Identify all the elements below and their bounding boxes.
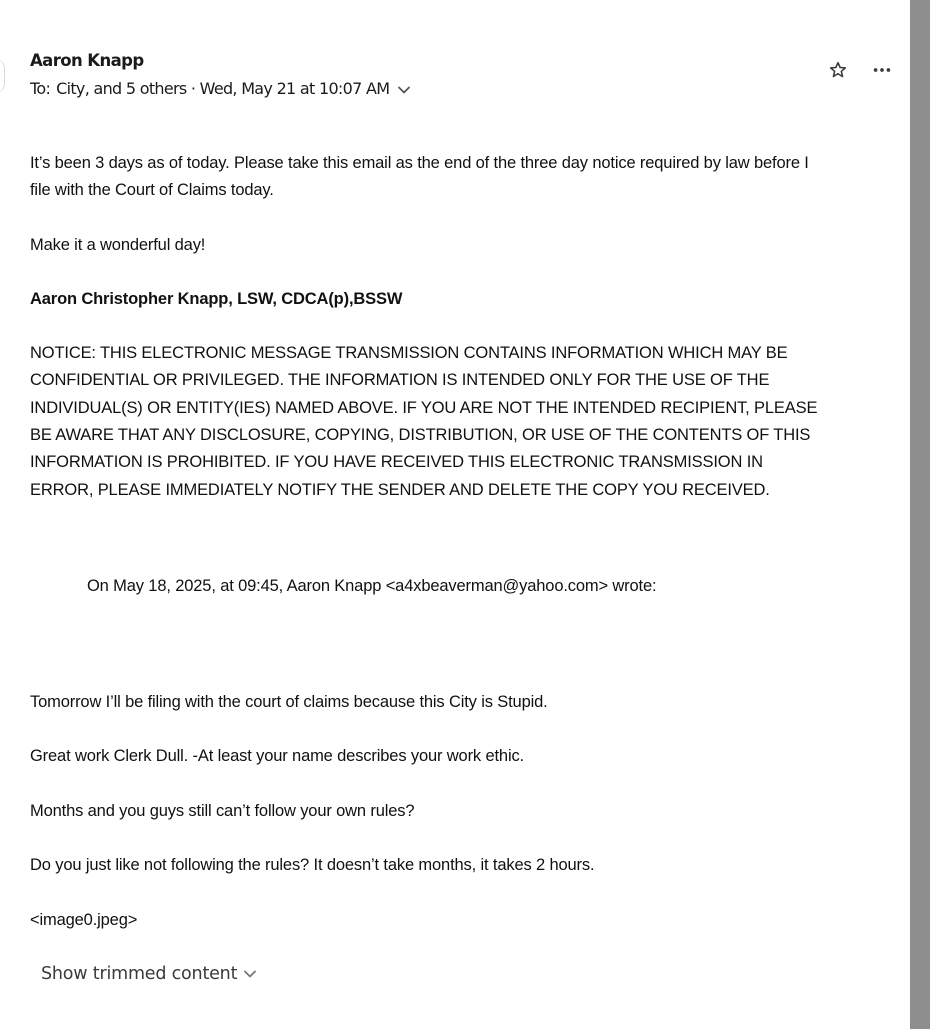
to-label: To: — [30, 79, 51, 98]
star-icon[interactable] — [826, 58, 850, 82]
message-body — [30, 150, 830, 504]
more-options-icon[interactable] — [870, 58, 894, 82]
quoted-line: Months and you guys still can’t follow your own rules? — [30, 801, 415, 820]
confidentiality-notice: NOTICE: THIS ELECTRONIC MESSAGE TRANSMISSION CONTAINS INFORMATION WHICH MAY BE CONFIDENTIAL OR PRIVILEGED. THE INFORMATION IS INTENDED ONLY FOR THE USE OF THE INDIVIDUAL(S) OR ENTITY(IES) NAMED ABOVE. IF YOU ARE NOT THE INTENDED RECIPIENT, PLEASE BE AWARE THAT ANY DISCLOSURE, COPYING, DISTRIBUTION, OR USE OF THE CONTENTS OF THIS INFORMATION IS PROHIBITED. IF YOU HAVE RECEIVED THIS ELECTRONIC TRANSMISSION IN ERROR, PLEASE IMMEDIATELY NOTIFY THE SENDER AND DELETE THE COPY YOU RECEIVED. — [30, 344, 818, 499]
quoted-line: Great work Clerk Dull. -At least your name describes your work ethic. — [30, 747, 524, 766]
message-paragraph: It’s been 3 days as of today. Please take this email as the end of the three day notice required by law before I file with the Court of Claims today. — [30, 154, 809, 200]
chevron-down-icon — [243, 967, 257, 981]
show-trimmed-label: Show trimmed content — [41, 964, 238, 984]
scrollbar[interactable] — [910, 0, 930, 1029]
signature: Aaron Christopher Knapp, LSW, CDCA(p),BSSW — [30, 289, 403, 308]
show-trimmed-content-button[interactable] — [41, 964, 257, 984]
quoted-line: Tomorrow I’ll be filing with the court of claims because this City is Stupid. — [30, 693, 548, 711]
sender-name[interactable]: Aaron Knapp — [30, 51, 144, 70]
quoted-attribution: On May 18, 2025, at 09:45, Aaron Knapp <a4xbeaverman@yahoo.com> wrote: — [87, 577, 657, 595]
message-paragraph: Make it a wonderful day! — [30, 235, 206, 254]
recipients-summary: City, and 5 others · Wed, May 21 at 10:07 AM — [56, 79, 390, 98]
recipients-line[interactable] — [30, 79, 411, 98]
avatar-edge — [0, 58, 5, 94]
image-attachment-placeholder: <image0.jpeg> — [30, 910, 138, 929]
header-actions — [826, 58, 894, 82]
chevron-down-icon[interactable] — [397, 82, 411, 96]
quoted-message — [30, 690, 830, 962]
quoted-line: Do you just like not following the rules? It doesn’t take months, it takes 2 hours. — [30, 856, 595, 875]
